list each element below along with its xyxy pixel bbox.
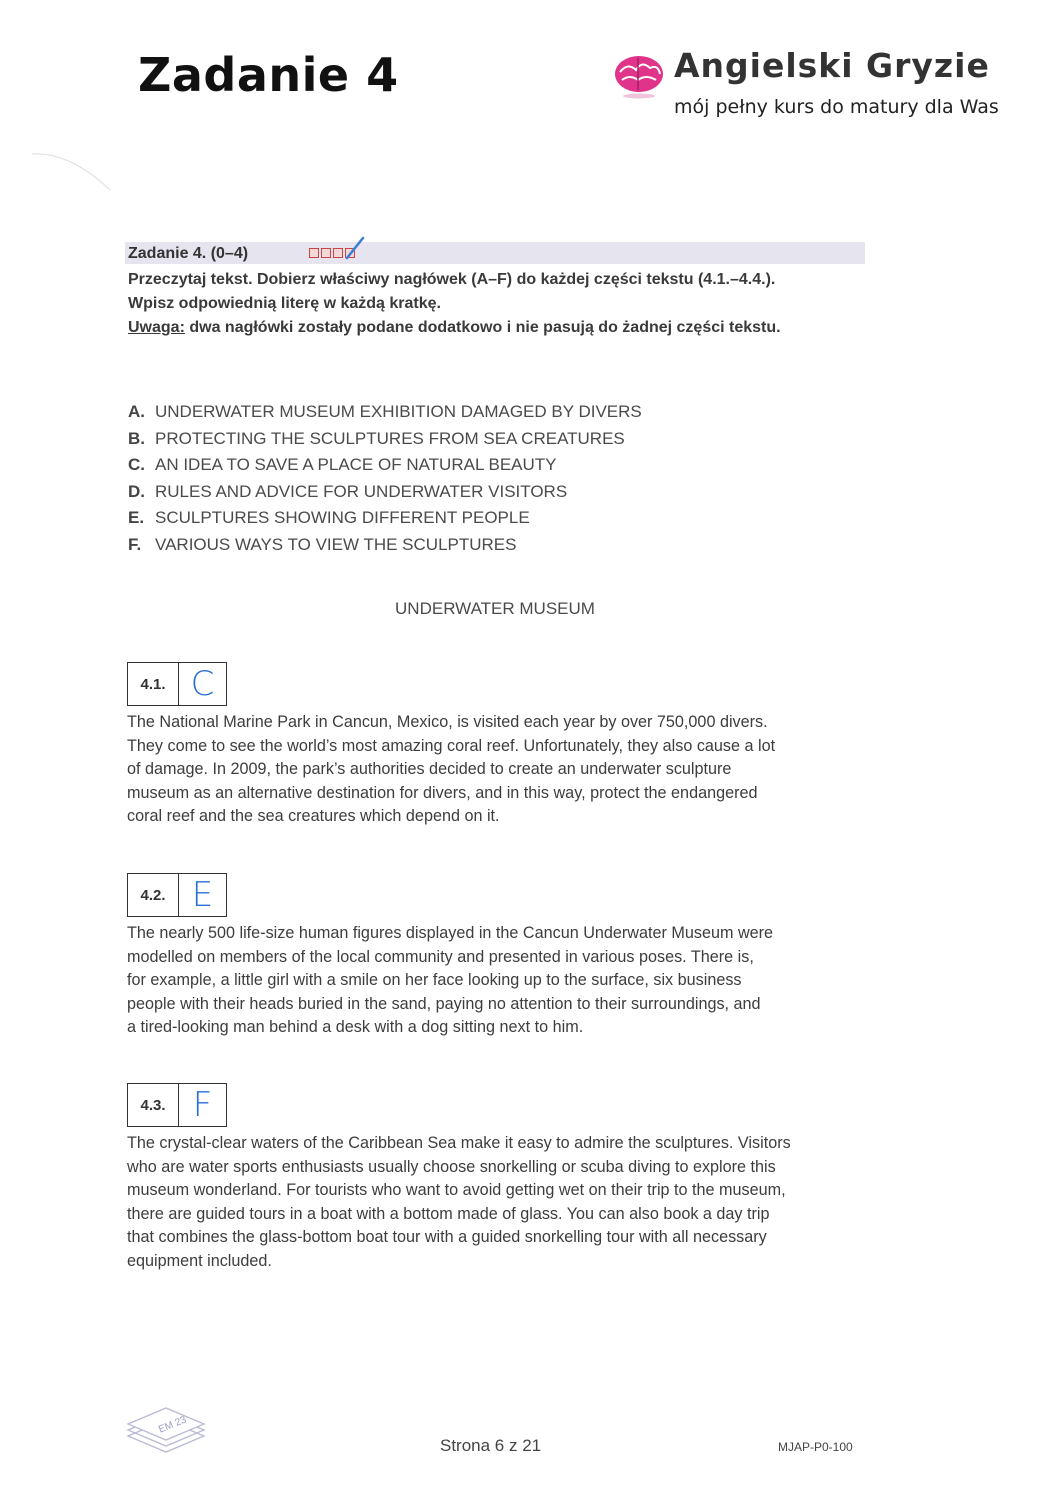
handwritten-answer: E	[191, 875, 214, 915]
heading-item	[128, 452, 642, 479]
answer-box-4-2[interactable]	[127, 873, 227, 917]
exam-stack-logo-icon	[124, 1400, 208, 1456]
heading-letter: A.	[128, 402, 145, 421]
paragraph-line: there are guided tours in a boat with a bottom made of glass. You can also book a day trip	[127, 1204, 770, 1223]
exam-code: MJAP-P0-100	[778, 1440, 853, 1454]
heading-text: PROTECTING THE SCULPTURES FROM SEA CREATURES	[155, 428, 625, 448]
heading-letter: E.	[128, 508, 145, 528]
brain-logo-icon	[610, 50, 668, 100]
answer-box-4-3[interactable]	[127, 1083, 227, 1127]
heading-item	[128, 505, 642, 532]
heading-text: SCULPTURES SHOWING DIFFERENT PEOPLE	[155, 508, 530, 528]
paragraph-line: museum wonderland. For tourists who want to avoid getting wet on their trip to the museum,	[127, 1181, 786, 1199]
paragraph-line: The crystal-clear waters of the Caribbean Sea make it easy to admire the sculptures. Visitors	[127, 1134, 791, 1152]
score-box	[309, 248, 319, 258]
heading-item	[128, 532, 642, 559]
brand-tagline: mój pełny kurs do matury dla Was	[674, 96, 999, 118]
paragraph-line: that combines the glass-bottom boat tour with a guided snorkelling tour with all necessary	[127, 1228, 767, 1246]
heading-item	[128, 426, 642, 453]
heading-text: AN IDEA TO SAVE A PLACE OF NATURAL BEAUTY	[155, 455, 557, 475]
headings-list	[128, 399, 642, 559]
pen-mark-icon	[343, 234, 373, 264]
paragraph-line: coral reef and the sea creatures which depend on it.	[127, 807, 500, 825]
heading-text: UNDERWATER MUSEUM EXHIBITION DAMAGED BY DIVERS	[155, 402, 642, 421]
paragraph-line: a tired-looking man behind a desk with a dog sitting next to him.	[127, 1018, 584, 1036]
task-header	[125, 242, 865, 264]
instruction-line: Przeczytaj tekst. Dobierz właściwy nagłówek (A–F) do każdej części tekstu (4.1.–4.4.).	[128, 271, 776, 288]
heading-text: RULES AND ADVICE FOR UNDERWATER VISITORS	[155, 481, 568, 501]
paragraph-line: The National Marine Park in Cancun, Mexico, is visited each year by over 750,000 divers.	[127, 713, 768, 731]
section-paragraph-4-2	[127, 922, 887, 1040]
paragraph-line: They come to see the world’s most amazing coral reef. Unfortunately, they also cause a lot	[127, 736, 776, 755]
task-instructions	[128, 268, 888, 340]
article-title: UNDERWATER MUSEUM	[395, 599, 595, 618]
heading-letter: B.	[128, 428, 145, 448]
section-paragraph-4-1	[127, 711, 887, 829]
paragraph-line: museum as an alternative destination for divers, and in this way, protect the endangered	[127, 783, 758, 802]
heading-letter: F.	[128, 534, 142, 554]
brand-name: Angielski Gryzie	[674, 46, 990, 85]
paragraph-line: people with their heads buried in the sand, paying no attention to their surroundings, and	[127, 994, 761, 1013]
handwritten-answer: F	[192, 1085, 213, 1125]
paragraph-line: The nearly 500 life-size human figures displayed in the Cancun Underwater Museum were	[127, 924, 774, 942]
scan-artifact-line	[30, 150, 120, 200]
note-text: dwa nagłówki zostały podane dodatkowo i nie pasują do żadnej części tekstu.	[184, 319, 781, 336]
note-line	[128, 316, 888, 340]
section-paragraph-4-3	[127, 1132, 887, 1273]
score-box	[333, 248, 343, 258]
paragraph-line: who are water sports enthusiasts usually choose snorkelling or scuba diving to explore this	[127, 1157, 776, 1176]
heading-letter: D.	[128, 481, 145, 501]
logo-text: EM 23	[157, 1414, 189, 1436]
handwritten-answer: C	[190, 664, 215, 704]
note-label: Uwaga:	[128, 319, 185, 336]
heading-item	[128, 399, 642, 426]
instruction-line: Wpisz odpowiednią literę w każdą kratkę.	[128, 295, 441, 312]
answer-box-4-1[interactable]	[127, 662, 227, 706]
paragraph-line: of damage. In 2009, the park’s authorities decided to create an underwater sculpture	[127, 760, 732, 778]
answer-number: 4.3.	[128, 1084, 179, 1126]
brand	[610, 44, 1030, 124]
paragraph-line: equipment included.	[127, 1251, 272, 1270]
paragraph-line: for example, a little girl with a smile on her face looking up to the surface, six business	[127, 971, 742, 989]
page-number: Strona 6 z 21	[440, 1436, 542, 1455]
heading-letter: C.	[128, 455, 145, 475]
paragraph-line: modelled on members of the local community and presented in various poses. There is,	[127, 947, 754, 966]
score-box	[321, 248, 331, 258]
page-title: Zadanie 4	[138, 48, 399, 102]
task-label: Zadanie 4. (0–4)	[128, 245, 249, 262]
answer-number: 4.1.	[128, 663, 179, 705]
heading-text: VARIOUS WAYS TO VIEW THE SCULPTURES	[155, 534, 517, 554]
heading-item	[128, 479, 642, 506]
answer-number: 4.2.	[128, 874, 179, 916]
